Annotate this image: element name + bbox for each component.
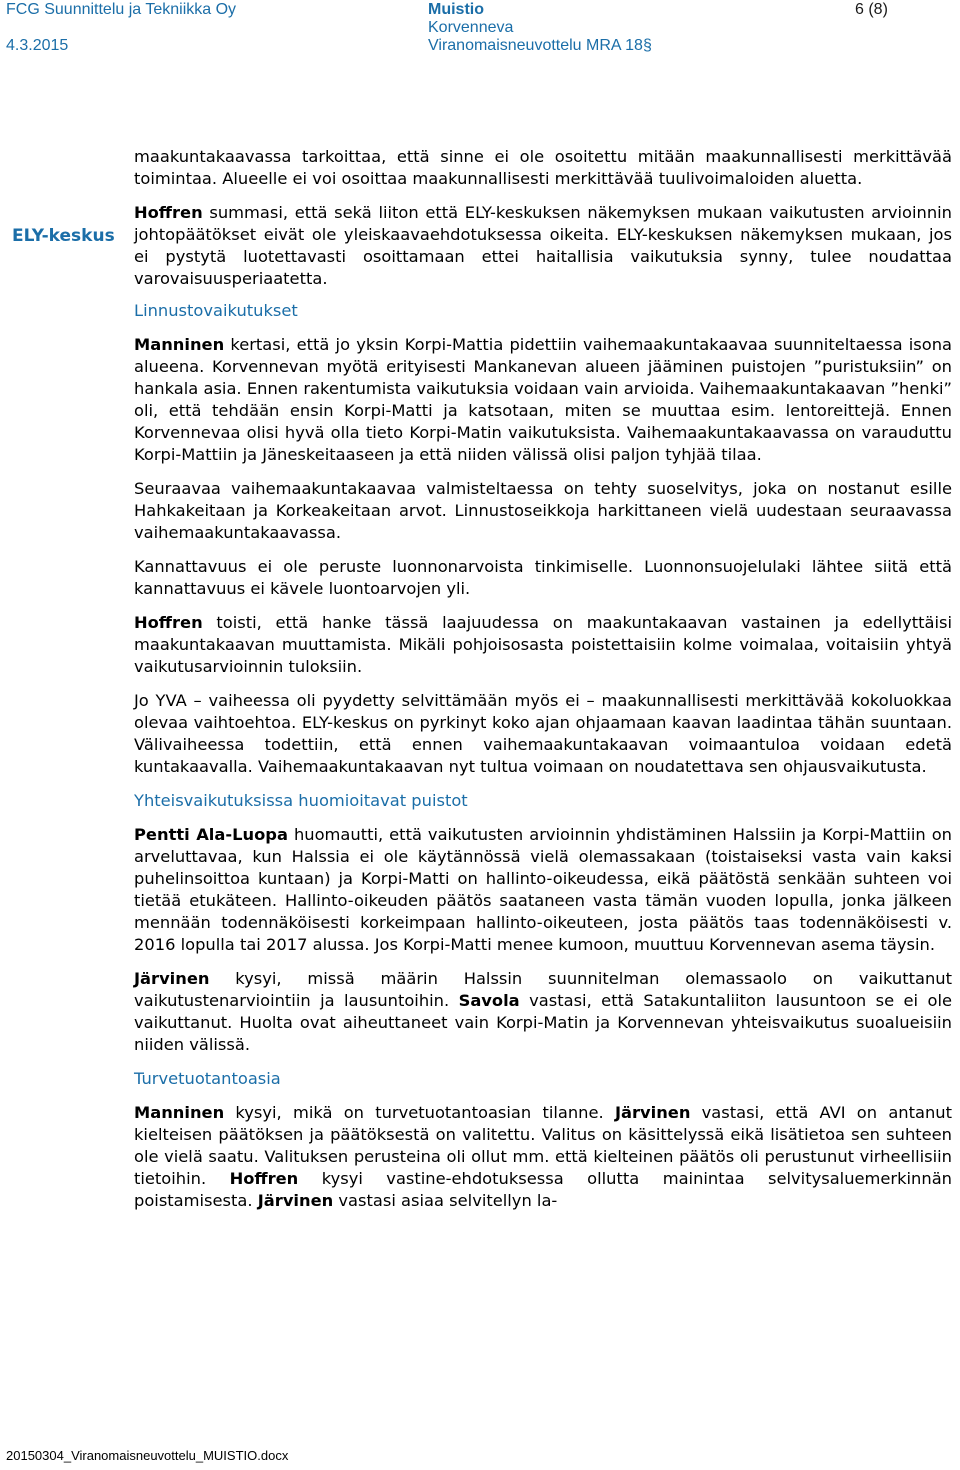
section-heading: Yhteisvaikutuksissa huomioitavat puistot: [134, 791, 468, 810]
paragraph: Kannattavuus ei ole peruste luonnonarvoista tinkimiselle. Luonnonsuojelulaki lähtee siitä että kannattavuus ei kävele luontoarvojen yli.: [134, 557, 952, 598]
paragraph: Hoffren summasi, että sekä liiton että ELY-keskuksen näkemyksen mukaan vaikutusten arvioinnin johtopäätökset eivät ole yleiskaavaehdotuksessa oikeita. ELY-keskuksen näkemyksen mukaan, jos ei pystytä luotettavasti osoittamaan ettei haitallisia vaikutuksia synny, tulee noudattaa varovaisuusperiaatetta.: [134, 203, 952, 288]
paragraph: Jo YVA – vaiheessa oli pyydetty selvittämään myös ei – maakunnallisesti merkittävää kokoluokkaa olevaa vaihtoehtoa. ELY-keskus on pyrkinyt koko ajan ohjaamaan kaavan laadintaa tähän suuntaan. Välivaiheessa todettiin, että ennen vaihemaakuntakaavan voimaantuloa voidaan edetä kuntakaavalla. Vaihemaakuntakaavan nyt tultua voimaan on noudatettava sen ohjausvaikutusta.: [134, 691, 952, 776]
paragraph: maakuntakaavassa tarkoittaa, että sinne ei ole osoitettu mitään maakunnallisesti merkittävää toimintaa. Alueelle ei voi osoittaa maakunnallisesti merkittävää tuulivoimaloiden aluetta.: [134, 147, 952, 188]
speaker-name: Järvinen: [614, 1103, 691, 1122]
footer-filename: 20150304_Viranomaisneuvottelu_MUISTIO.docx: [6, 1448, 289, 1463]
speaker-name: Hoffren: [134, 613, 203, 632]
speaker-name: Hoffren: [134, 203, 203, 222]
document-body: [134, 146, 952, 1224]
speaker-name: Pentti Ala-Luopa: [134, 825, 288, 844]
paragraph: Pentti Ala-Luopa huomautti, että vaikutusten arvioinnin yhdistäminen Halssiin ja Korpi-Mattiin on arveluttavaa, kun Halssia ei ole käytännössä vielä olemassakaan (toistaiseksi vasta vain kaksi puhelinsoittoa kuntaan) ja Korpi-Matti on hallinto-oikeudessa, eikä päätöstä senkään suhteen voi tietää etukäteen. Hallinto-oikeuden päätös saataneen vasta tämän vuoden lopulla, jonka jälkeen mennään todennäköisesti korkeimpaan hallinto-oikeuteen, josta päätös taas todennäköisesti v. 2016 lopulla tai 2017 alussa. Jos Korpi-Matti menee kumoon, muuttuu Korvennevan asema täysin.: [134, 825, 952, 954]
header-page-number: 6 (8): [855, 1, 888, 18]
header-doc-type: Muistio: [428, 1, 484, 18]
paragraph: Manninen kertasi, että jo yksin Korpi-Mattia pidettiin vaihemaakuntakaavaa suunniteltaessa isona alueena. Korvennevan myötä erityisesti Mankanevan alueen jääminen puistojen ”puristuksiin” on hankala asia. Ennen rakentumista vaikutuksia voidaan vain arvioida. Vaihemaakuntakaavan ”henki” oli, että tehdään ensin Korpi-Matti ja katsotaan, miten se muuttaa esim. lentoreittejä. Ennen Korvennevaa olisi hyvä olla tieto Korpi-Matin vaikutuksista. Vaihemaakuntakaavassa on varauduttu Korpi-Mattiin ja Jäneskeitaaseen ja että niiden välissä olisi paljon tyhjää tilaa.: [134, 335, 952, 464]
sidebar-label: ELY-keskus: [12, 226, 115, 246]
paragraph: Järvinen kysyi, missä määrin Halssin suunnitelman olemassaolo on vaikuttanut vaikutustenarviointiin ja lausuntoihin. Savola vastasi, että Satakuntaliiton lausuntoon se ei ole vaikuttanut. Huolta ovat aiheuttaneet vain Korpi-Matin ja Korvennevan yhteisvaikutus suoalueisiin niiden välissä.: [134, 969, 952, 1054]
header-date: 4.3.2015: [6, 37, 69, 54]
speaker-name: Järvinen: [257, 1191, 334, 1210]
speaker-name: Savola: [458, 991, 520, 1010]
paragraph: Seuraavaa vaihemaakuntakaavaa valmisteltaessa on tehty suoselvitys, joka on nostanut esille Hahkakeitaan ja Korkeakeitaan arvot. Linnustoseikkoja harkittaneen vielä uudestaan seuraavassa vaihemaakuntakaavassa.: [134, 479, 952, 542]
section-heading: Linnustovaikutukset: [134, 301, 298, 320]
speaker-name: Hoffren: [229, 1169, 299, 1188]
header-company: FCG Suunnittelu ja Tekniikka Oy: [6, 1, 237, 18]
paragraph: Manninen kysyi, mikä on turvetuotantoasian tilanne. Järvinen vastasi, että AVI on antanut kielteisen päätöksen ja päätöksestä on valitettu. Valitus on käsittelyssä eikä lisätietoa sen suhteen ole vielä saatu. Valituksen perusteina oli ollut mm. että kielteinen päätös oli perustunut virheellisiin tietoihin. Hoffren kysyi vastine-ehdotuksessa ollutta mainintaa selvitysaluemerkinnän poistamisesta. Järvinen vastasi asiaa selvitellyn la-: [134, 1103, 952, 1210]
header-meeting: Viranomaisneuvottelu MRA 18§: [428, 37, 652, 54]
header-project: Korvenneva: [428, 19, 514, 36]
section-heading: Turvetuotantoasia: [134, 1069, 281, 1088]
speaker-name: Manninen: [134, 1103, 225, 1122]
paragraph: Hoffren toisti, että hanke tässä laajuudessa on maakuntakaavan vastainen ja edellyttäisi maakuntakaavan muuttamista. Mikäli pohjoisosasta poistettaisiin kolme voimalaa, voitaisiin yhtyä vaikutusarvioinnin tuloksiin.: [134, 613, 952, 676]
speaker-name: Järvinen: [134, 969, 210, 988]
speaker-name: Manninen: [134, 335, 225, 354]
